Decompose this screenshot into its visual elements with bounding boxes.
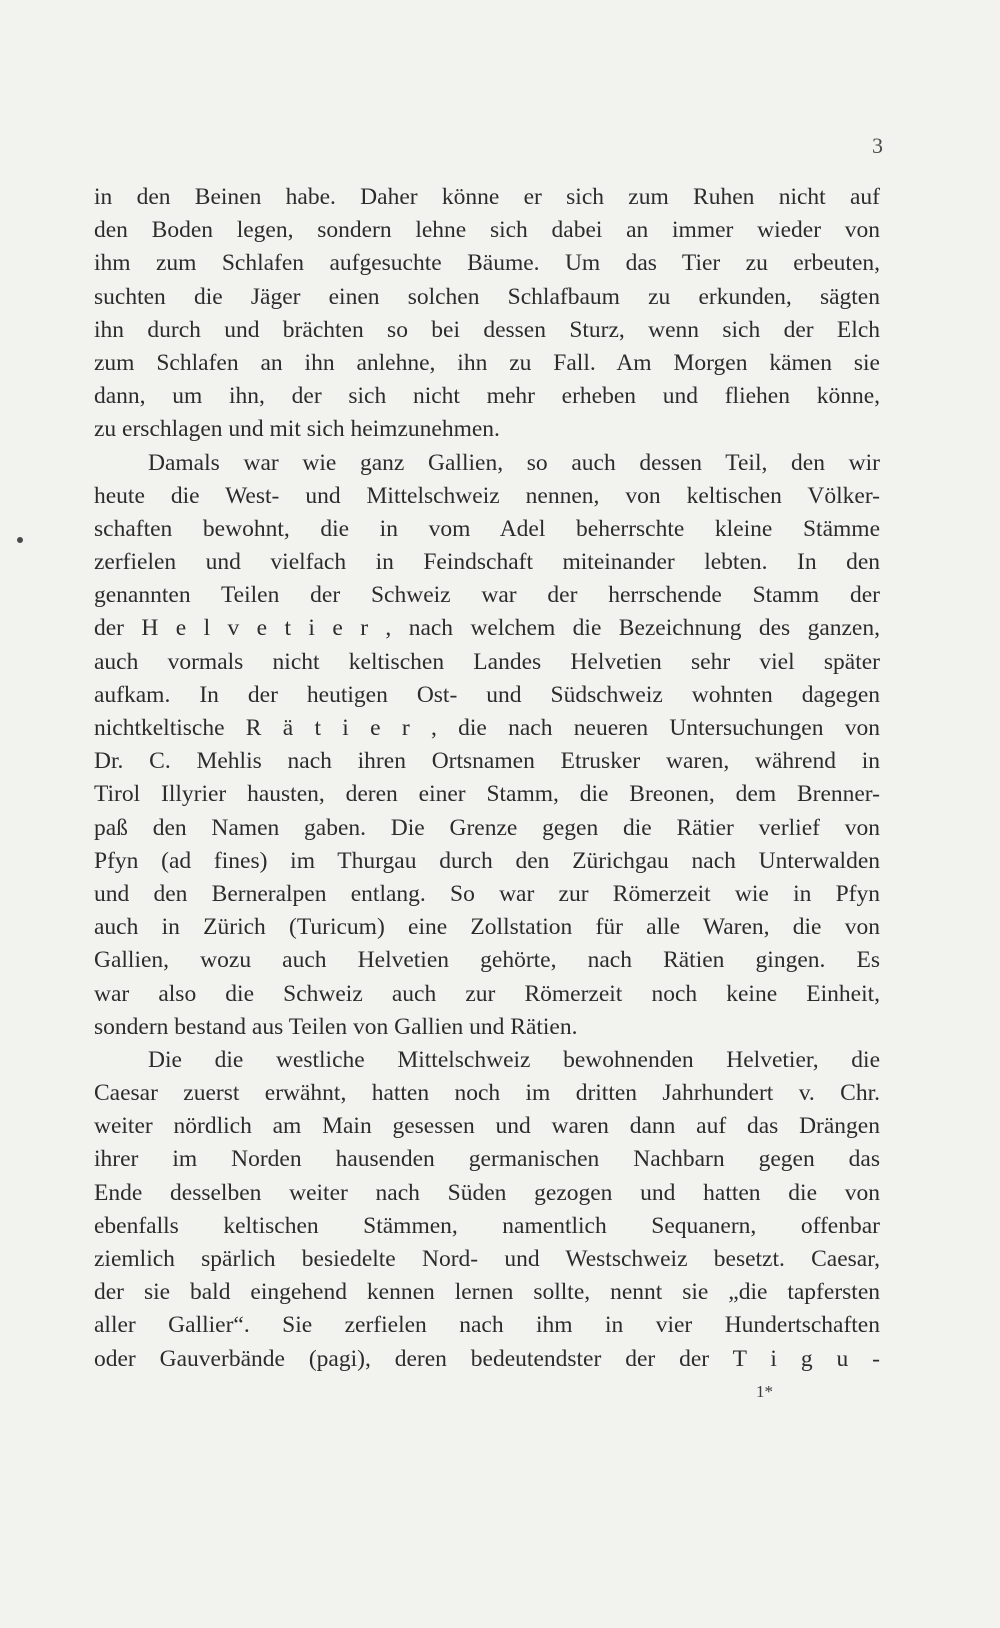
text-line: aller Gallier“. Sie zerfielen nach ihm in vier Hundertschaften [94,1312,880,1339]
text-line: ebenfalls keltischen Stämmen, namentlich Sequanern, offenbar [94,1212,880,1239]
text-line: ihm zum Schlafen aufgesuchte Bäume. Um das Tier zu erbeuten, [94,250,880,277]
margin-dot-mark [17,537,23,543]
text-line: und den Berneralpen entlang. So war zur Römerzeit wie in Pfyn [94,880,880,907]
text-line: ihrer im Norden hausenden germanischen Nachbarn gegen das [94,1146,880,1173]
text-line: auch in Zürich (Turicum) eine Zollstation für alle Waren, die von [94,914,880,941]
page-number: 3 [872,133,883,158]
text-line: aufkam. In der heutigen Ost- und Südschweiz wohnten dagegen [94,681,880,708]
text-line: der H e l v e t i e r , nach welchem die Bezeichnung des ganzen, [94,615,880,642]
text-line: nichtkeltische R ä t i e r , die nach neueren Untersuchungen von [94,715,880,741]
text-line: auch vormals nicht keltischen Landes Helvetien sehr viel später [94,648,880,675]
signature-mark: 1* [756,1382,773,1401]
text-line: Dr. C. Mehlis nach ihren Ortsnamen Etrusker waren, während in [94,748,880,775]
paragraph-start-line: Die die westliche Mittelschweiz bewohnenden Helvetier, die [148,1046,880,1073]
text-line: ziemlich spärlich besiedelte Nord- und Westschweiz besetzt. Caesar, [94,1246,880,1272]
text-line: Ende desselben weiter nach Süden gezogen und hatten die von [94,1179,880,1206]
text-line: sondern bestand aus Teilen von Gallien und Rätien. [94,1013,578,1040]
text-line: heute die West- und Mittelschweiz nennen, von keltischen Völker- [94,482,880,509]
text-line: zerfielen und vielfach in Feindschaft miteinander lebten. In den [94,549,880,576]
text-line: Tirol Illyrier hausten, deren einer Stamm, die Breonen, dem Brenner- [94,781,880,808]
text-line: Caesar zuerst erwähnt, hatten noch im dritten Jahrhundert v. Chr. [94,1080,880,1107]
body-text [94,181,880,1376]
text-line: suchten die Jäger einen solchen Schlafbaum zu erkunden, sägten [94,283,880,310]
text-line: weiter nördlich am Main gesessen und waren dann auf das Drängen [94,1113,880,1140]
text-line: war also die Schweiz auch zur Römerzeit noch keine Einheit, [94,980,880,1007]
text-line: schaften bewohnt, die in vom Adel beherrschte kleine Stämme [94,515,880,542]
text-line: den Boden legen, sondern lehne sich dabei an immer wieder von [94,217,880,244]
text-line: zum Schlafen an ihn anlehne, ihn zu Fall. Am Morgen kämen sie [94,349,880,376]
text-line: oder Gauverbände (pagi), deren bedeutendster der der T i g u - [94,1345,880,1372]
text-line: paß den Namen gaben. Die Grenze gegen die Rätier verlief von [94,814,880,841]
text-line: ihn durch und brächten so bei dessen Sturz, wenn sich der Elch [94,316,880,343]
text-line: genannten Teilen der Schweiz war der herrschende Stamm der [94,582,880,609]
text-line: in den Beinen habe. Daher könne er sich zum Ruhen nicht auf [94,184,880,210]
text-line: dann, um ihn, der sich nicht mehr erheben und fliehen könne, [94,383,880,410]
text-line: Gallien, wozu auch Helvetien gehörte, nach Rätien gingen. Es [94,947,880,974]
paragraph-start-line: Damals war wie ganz Gallien, so auch dessen Teil, den wir [148,449,880,476]
text-line: zu erschlagen und mit sich heimzunehmen. [94,416,500,443]
text-line: Pfyn (ad fines) im Thurgau durch den Zürichgau nach Unterwalden [94,847,880,874]
text-line: der sie bald eingehend kennen lernen sollte, nennt sie „die tapfersten [94,1279,880,1306]
